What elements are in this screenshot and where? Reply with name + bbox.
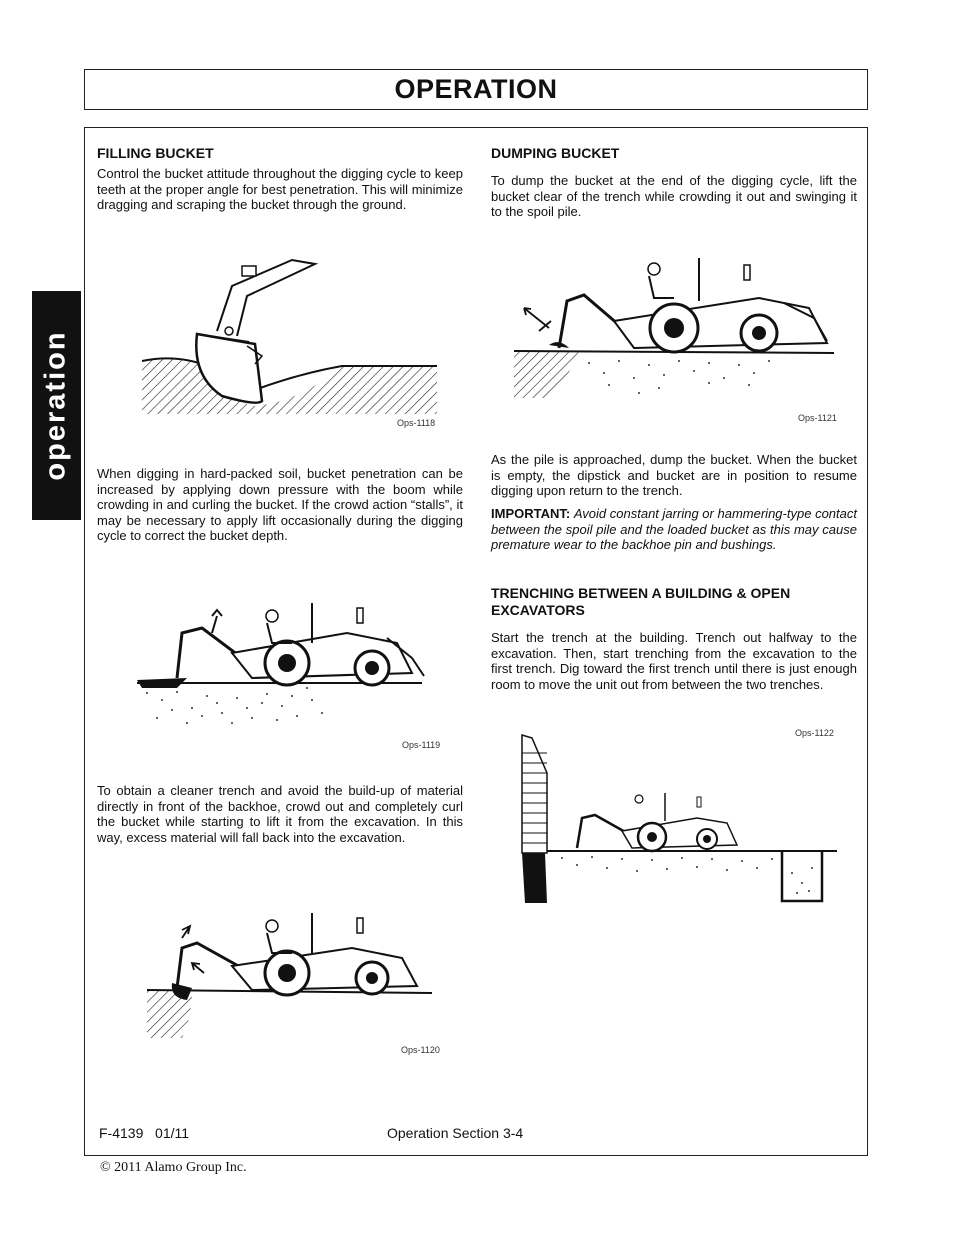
trenching-building-illustration (517, 733, 839, 908)
important-text: Avoid constant jarring or hammering-type contact between the spoil pile and the loaded bucket as this may cause premature wear to the backhoe pin and bushings. (491, 506, 857, 553)
section-side-tab (32, 291, 81, 520)
trenching-heading: TRENCHING BETWEEN A BUILDING & OPEN EXCAVATORS (491, 585, 791, 618)
document-id: F-4139 01/11 (99, 1125, 190, 1141)
bucket-illustration (137, 256, 447, 426)
content-area (84, 127, 868, 1156)
hard-soil-text: When digging in hard-packed soil, bucket penetration can be increased by applying down pressure with the boom while crowding in and curling the bucket. If the crowd action “stalls”, it may be necessary to apply lift occasionally during the digging cycle to correct the bucket depth. (97, 466, 463, 544)
section-number: Operation Section 3-4 (387, 1125, 524, 1141)
tractor-lifting-illustration (142, 908, 437, 1043)
trenching-text: Start the trench at the building. Trench out halfway to the excavation. Then, start trenching from the excavation to the first trench. Dig toward the first trench until there is just enough room to move the unit out from between the two trenches. (491, 630, 857, 692)
side-tab-label: operation (40, 330, 72, 481)
cleaner-trench-text: To obtain a cleaner trench and avoid the build-up of material directly in front of the backhoe, crowd out and completely curl the bucket while starting to lift it from the excavation. In this way, excess material will fall back into the excavation. (97, 783, 463, 845)
figure-label: Ops-1121 (798, 413, 837, 423)
important-note (491, 506, 857, 553)
filling-bucket-text: Control the bucket attitude throughout the digging cycle to keep teeth at the proper angle for best penetration. This will minimize dragging and scraping the bucket through the ground. (97, 166, 463, 213)
figure-label: Ops-1122 (795, 728, 834, 738)
copyright-notice: © 2011 Alamo Group Inc. (100, 1160, 247, 1175)
tractor-digging-illustration (132, 588, 432, 733)
figure-label: Ops-1119 (402, 740, 441, 750)
dumping-bucket-text: To dump the bucket at the end of the digging cycle, lift the bucket clear of the trench while crowding it out and swinging it to the spoil pile. (491, 173, 857, 220)
page-title: OPERATION (394, 74, 558, 104)
dumping-bucket-heading: DUMPING BUCKET (491, 145, 620, 161)
figure-label: Ops-1120 (401, 1045, 440, 1055)
pile-approach-text: As the pile is approached, dump the bucket. When the bucket is empty, the dipstick and bucket are in position to resume digging upon return to the trench. (491, 452, 857, 499)
page-header (84, 69, 868, 110)
important-label: IMPORTANT: (491, 506, 571, 521)
figure-label: Ops-1118 (397, 418, 436, 428)
tractor-dumping-illustration (509, 253, 839, 408)
filling-bucket-heading: FILLING BUCKET (97, 145, 214, 161)
